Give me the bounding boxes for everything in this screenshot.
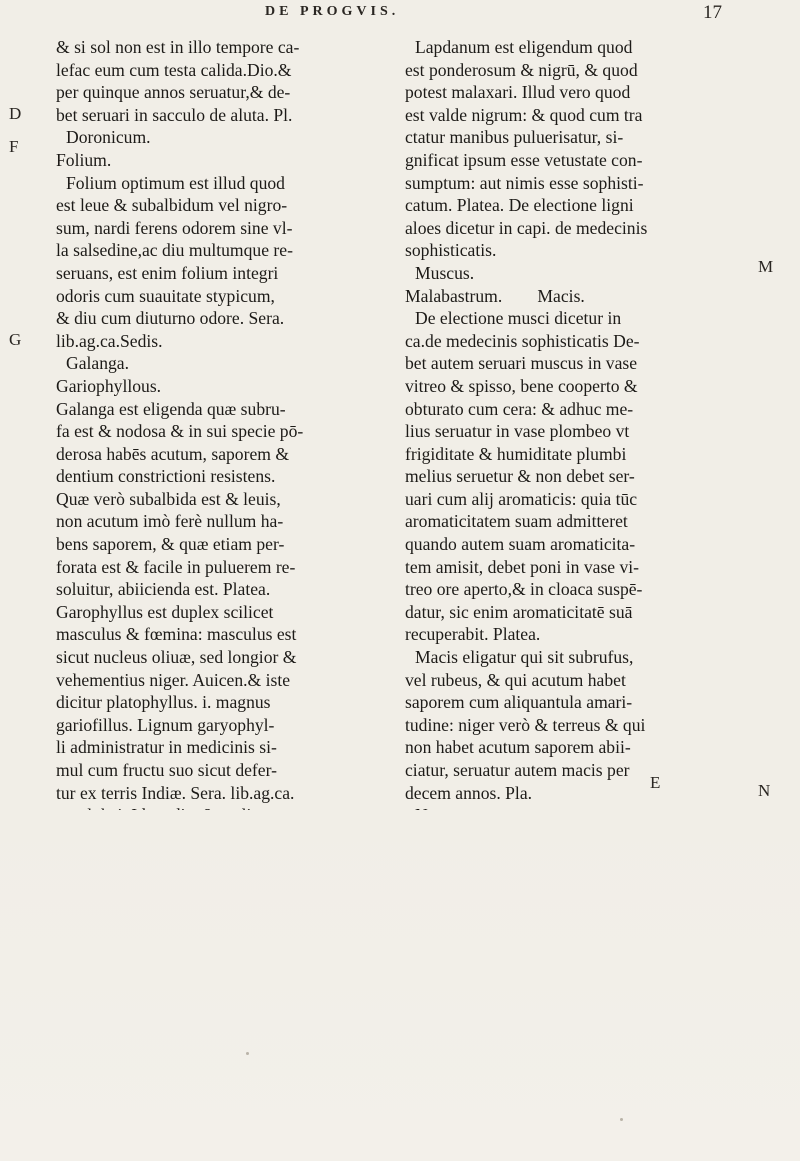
margin-letter-f: F bbox=[9, 137, 19, 156]
text-line: non acutum imò ferè nullum ha- bbox=[56, 511, 284, 532]
text-line: tudine: niger verò & terreus & qui bbox=[405, 714, 646, 735]
text-line: recuperabit. Platea. bbox=[405, 624, 541, 645]
text-line: per quinque annos seruatur,& de- bbox=[56, 82, 291, 103]
text-line: bens saporem, & quæ etiam per- bbox=[56, 534, 285, 555]
heading-line: Folium. bbox=[56, 149, 112, 170]
heading-line: Doronicum. bbox=[66, 127, 151, 148]
text-line: est valde nigrum: & quod cum tra bbox=[405, 104, 643, 125]
catchword: E bbox=[650, 773, 661, 792]
text-line: non habet acutum saporem abii- bbox=[405, 737, 631, 758]
text-line: sophisticatis. bbox=[405, 240, 497, 261]
text-line: aloes dicetur in capi. de medecinis bbox=[405, 217, 648, 238]
text-line: aromaticitatem suam admitteret bbox=[405, 511, 628, 532]
text-line: Lapdanum est eligendum quod bbox=[415, 37, 633, 57]
text-line: derosa habēs acutum, saporem & bbox=[56, 443, 290, 464]
text-line: obturato cum cera: & adhuc me- bbox=[405, 398, 634, 419]
heading-line: Malabastrum. Macis. bbox=[405, 285, 585, 306]
text-line: Galanga est eligenda quæ subru- bbox=[56, 398, 286, 419]
text-line: ca.de medecinis sophisticatis De- bbox=[405, 330, 640, 351]
text-line: Macis eligatur qui sit subrufus, bbox=[415, 647, 634, 668]
page-number: 17 bbox=[703, 2, 722, 23]
text-line: lefac eum cum testa calida.Dio.& bbox=[56, 59, 292, 80]
text-line: est ponderosum & nigrū, & quod bbox=[405, 59, 638, 80]
text-line: li administratur in medicinis si- bbox=[56, 737, 277, 758]
text-line: tem amisit, debet poni in vase vi- bbox=[405, 556, 640, 577]
heading-line: Muscus. bbox=[415, 262, 475, 283]
text-line: fa est & nodosa & in sui specie pō- bbox=[56, 421, 304, 442]
text-line: ciatur, seruatur autem macis per bbox=[405, 760, 630, 780]
text-line: Quæ verò subalbida est & leuis, bbox=[56, 488, 281, 509]
blank-lower-page bbox=[0, 810, 800, 1161]
text-line: lib.ag.ca.Sedis. bbox=[56, 330, 163, 351]
text-line: vehementius niger. Auicen.& iste bbox=[56, 669, 291, 690]
text-line: Folium optimum est illud quod bbox=[66, 172, 285, 193]
text-line: tur ex terris Indiæ. Sera. lib.ag.ca. bbox=[56, 782, 295, 803]
text-line: vel rubeus, & qui acutum habet bbox=[405, 669, 626, 690]
text-line: melius seruetur & non debet ser- bbox=[405, 466, 635, 487]
margin-letter-n: N bbox=[758, 781, 771, 800]
heading-line: Gariophyllous. bbox=[56, 375, 162, 396]
margin-letter-m: M bbox=[758, 257, 774, 276]
text-line: soluitur, abiicienda est. Platea. bbox=[56, 579, 271, 600]
text-line: masculus & fœmina: masculus est bbox=[56, 624, 297, 645]
running-head: DE PROGVIS. bbox=[265, 4, 400, 19]
paper-speck bbox=[246, 1052, 249, 1055]
text-line: bet seruari in sacculo de aluta. Pl. bbox=[56, 104, 293, 125]
text-line: quando autem suam aromaticita- bbox=[405, 534, 636, 555]
margin-letter-d: D bbox=[9, 104, 22, 123]
text-line: odoris cum suauitate stypicum, bbox=[56, 285, 275, 306]
text-line: potest malaxari. Illud vero quod bbox=[405, 82, 631, 103]
text-line: sicut nucleus oliuæ, sed longior & bbox=[56, 647, 297, 668]
text-line: treo ore aperto,& in cloaca suspē- bbox=[405, 579, 643, 600]
text-line: catum. Platea. De electione ligni bbox=[405, 195, 634, 216]
text-line: ctatur manibus puluerisatur, si- bbox=[405, 127, 624, 148]
text-line: est leue & subalbidum vel nigro- bbox=[56, 195, 288, 216]
text-line: gnificat ipsum esse vetustate con- bbox=[405, 149, 643, 170]
text-line: Garophyllus est duplex scilicet bbox=[56, 601, 274, 622]
text-line: & si sol non est in illo tempore ca- bbox=[56, 37, 300, 57]
text-line: dentium constrictioni resistens. bbox=[56, 466, 276, 487]
text-line: dicitur platophyllus. i. magnus bbox=[56, 692, 271, 713]
text-line: seruans, est enim folium integri bbox=[56, 262, 279, 283]
text-line: saporem cum aliquantula amari- bbox=[405, 692, 633, 713]
text-line: datur, sic enim aromaticitatē suā bbox=[405, 601, 633, 622]
text-line: la salsedine,ac diu multumque re- bbox=[56, 240, 293, 261]
text-line: frigiditate & humiditate plumbi bbox=[405, 443, 627, 464]
text-line: & diu cum diuturno odore. Sera. bbox=[56, 308, 285, 329]
text-line: gariofillus. Lignum garyophyl- bbox=[56, 714, 275, 735]
text-line: mul cum fructu suo sicut defer- bbox=[56, 760, 277, 780]
text-line: uari cum alij aromaticis: quia tūc bbox=[405, 488, 638, 509]
text-line: sumptum: aut nimis esse sophisti- bbox=[405, 172, 644, 193]
text-line: forata est & facile in puluerem re- bbox=[56, 556, 296, 577]
heading-line: Galanga. bbox=[66, 353, 130, 374]
margin-letter-g: G bbox=[9, 330, 22, 349]
text-line: De electione musci dicetur in bbox=[415, 308, 622, 329]
text-line: decem annos. Pla. bbox=[405, 782, 533, 803]
text-line: bet autem seruari muscus in vase bbox=[405, 353, 638, 374]
text-line: vitreo & spisso, bene cooperto & bbox=[405, 375, 638, 396]
paper-speck bbox=[620, 1118, 623, 1121]
text-line: sum, nardi ferens odorem sine vl- bbox=[56, 217, 293, 238]
text-line: lius seruatur in vase plombeo vt bbox=[405, 421, 630, 442]
